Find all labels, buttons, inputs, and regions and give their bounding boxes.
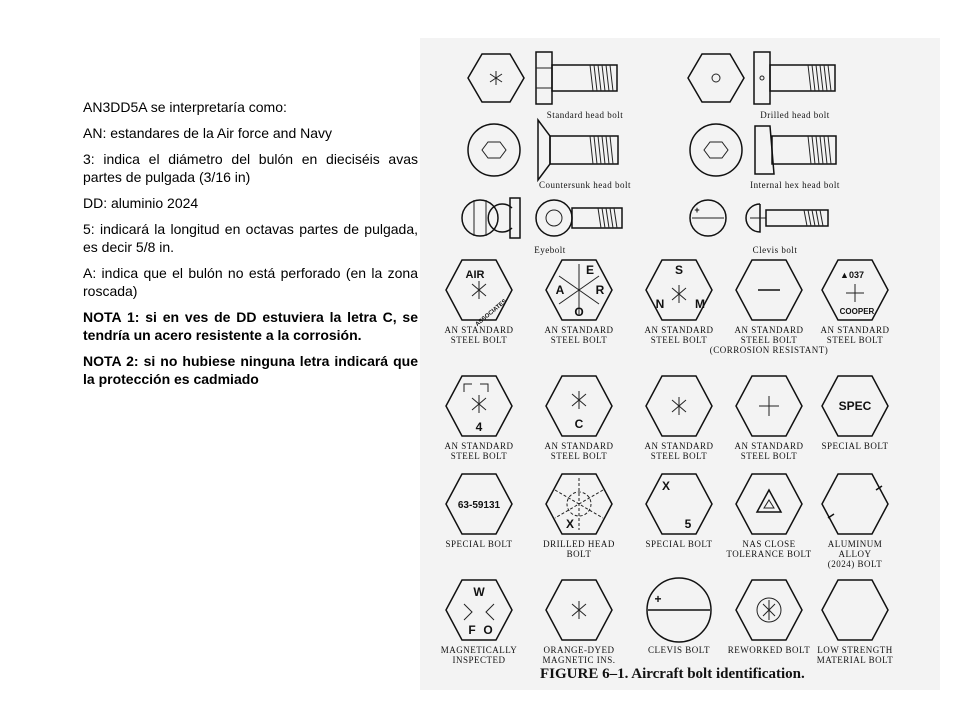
paragraph-material: DD: aluminio 2024: [83, 195, 199, 211]
label-row4-3: REWORKED BOLT: [727, 645, 811, 655]
mark-4: 4: [475, 420, 483, 434]
label-row3-2: SPECIAL BOLT: [645, 539, 713, 549]
mark-5: 5: [684, 517, 692, 531]
mark-c: C: [574, 417, 584, 431]
paragraph-length: 5: indicará la longitud en octavas partes de pulgada, es decir 5/8 in.: [83, 221, 418, 255]
label-row4-0: MAGNETICALLY INSPECTED: [440, 645, 518, 665]
hex-dash: [736, 260, 802, 320]
hex-drilled: [546, 474, 612, 534]
label-row4-1: ORANGE-DYED MAGNETIC INS.: [542, 645, 616, 665]
label-row3-4: ALUMINUM ALLOY (2024) BOLT: [827, 539, 883, 569]
label-row1-3: AN STANDARD STEEL BOLT (CORROSION RESISTANT): [709, 325, 829, 355]
label-row3-1: DRILLED HEAD BOLT: [543, 539, 615, 559]
countersunk-head-bolt-drawing: [468, 120, 631, 190]
label-row1-0: AN STANDARD STEEL BOLT: [444, 325, 514, 345]
mark-037: ▲037: [840, 270, 864, 280]
hex-spec: [822, 376, 888, 436]
label-eyebolt: Eyebolt: [534, 245, 566, 255]
label-row2-0: AN STANDARD STEEL BOLT: [444, 441, 514, 461]
mark-clevis-plus: +: [694, 205, 700, 215]
mark-o2: O: [483, 623, 493, 637]
bolt-identification-figure: [420, 38, 940, 690]
hex-x-5: [646, 474, 712, 534]
clevis-bolt-drawing: [690, 200, 828, 255]
standard-head-bolt-drawing: [468, 52, 623, 120]
label-standard-head-bolt: Standard head bolt: [546, 110, 624, 120]
note-1: NOTA 1: si en ves de DD estuviera la letra C, se tendría un acero resistente a la corrosión.: [83, 309, 418, 343]
hex-plain: [822, 580, 888, 640]
mark-special-number: 63-59131: [457, 500, 501, 511]
hex-dagger-4: [446, 376, 512, 436]
label-row4-2: CLEVIS BOLT: [648, 645, 710, 655]
mark-f: F: [468, 623, 476, 637]
circle-clevis: [647, 578, 711, 642]
hex-dashes: [822, 474, 888, 534]
hex-63-59131: [446, 474, 512, 534]
drilled-head-bolt-drawing: [688, 52, 835, 120]
figure-drawing: [420, 38, 940, 690]
explanation-text: [83, 98, 418, 396]
internal-hex-head-bolt-drawing: [690, 124, 840, 190]
mark-cooper: COOPER: [839, 307, 875, 316]
eyebolt-drawing: [462, 198, 622, 255]
mark-m: M: [695, 297, 705, 311]
hex-orange-star: [546, 580, 612, 640]
figure-caption: FIGURE 6–1. Aircraft bolt identification.: [540, 666, 805, 682]
paragraph-intro: AN3DD5A se interpretaría como:: [83, 99, 287, 115]
hex-star-c: [546, 376, 612, 436]
label-drilled-head-bolt: Drilled head bolt: [760, 110, 830, 120]
hex-triangle: [736, 474, 802, 534]
label-row2-3: AN STANDARD STEEL BOLT: [734, 441, 804, 461]
mark-n: N: [655, 297, 665, 311]
mark-air: AIR: [465, 269, 485, 281]
label-row1-2: AN STANDARD STEEL BOLT: [644, 325, 714, 345]
label-row1-4: AN STANDARD STEEL BOLT: [820, 325, 890, 345]
label-countersunk-bolt: Countersunk head bolt: [539, 180, 631, 190]
mark-a: A: [555, 283, 565, 297]
paragraph-drilling: A: indica que el bulón no está perforado (en la zona roscada): [83, 265, 418, 299]
label-row1-1: AN STANDARD STEEL BOLT: [544, 325, 614, 345]
hex-037-cooper: [822, 260, 888, 320]
mark-spec: SPEC: [838, 399, 872, 413]
mark-associates: ASSOCIATES: [474, 298, 509, 328]
note-2: NOTA 2: si no hubiese ninguna letra indicará que la protección es cadmiado: [83, 353, 418, 387]
label-row4-4: LOW STRENGTH MATERIAL BOLT: [816, 645, 894, 665]
label-row2-1: AN STANDARD STEEL BOLT: [544, 441, 614, 461]
hex-reworked: [736, 580, 802, 640]
mark-o: O: [574, 305, 584, 319]
hex-cross: [736, 376, 802, 436]
label-row3-3: NAS CLOSE TOLERANCE BOLT: [726, 539, 812, 559]
hex-e-a-r-o: [546, 260, 612, 320]
hex-air-associates: [446, 260, 512, 328]
mark-s: S: [674, 263, 684, 277]
mark-drilled-x: X: [565, 517, 575, 531]
label-row3-0: SPECIAL BOLT: [445, 539, 513, 549]
hex-w-f-o: [446, 580, 512, 640]
mark-plus: +: [654, 592, 662, 606]
mark-r: R: [595, 283, 605, 297]
paragraph-diameter: 3: indica el diámetro del bulón en dieciséis avas partes de pulgada (3/16 in): [83, 151, 418, 185]
paragraph-an: AN: estandares de la Air force and Navy: [83, 125, 333, 141]
hex-star: [646, 376, 712, 436]
label-internal-hex-bolt: Internal hex head bolt: [750, 180, 840, 190]
mark-e: E: [585, 263, 595, 277]
label-row2-4: SPECIAL BOLT: [821, 441, 889, 451]
label-row2-2: AN STANDARD STEEL BOLT: [644, 441, 714, 461]
mark-w: W: [473, 585, 485, 599]
bolt-head-markings-grid: [441, 260, 894, 665]
hex-s-n-m: [646, 260, 712, 320]
label-clevis-bolt: Clevis bolt: [752, 245, 798, 255]
mark-x: X: [661, 479, 671, 493]
